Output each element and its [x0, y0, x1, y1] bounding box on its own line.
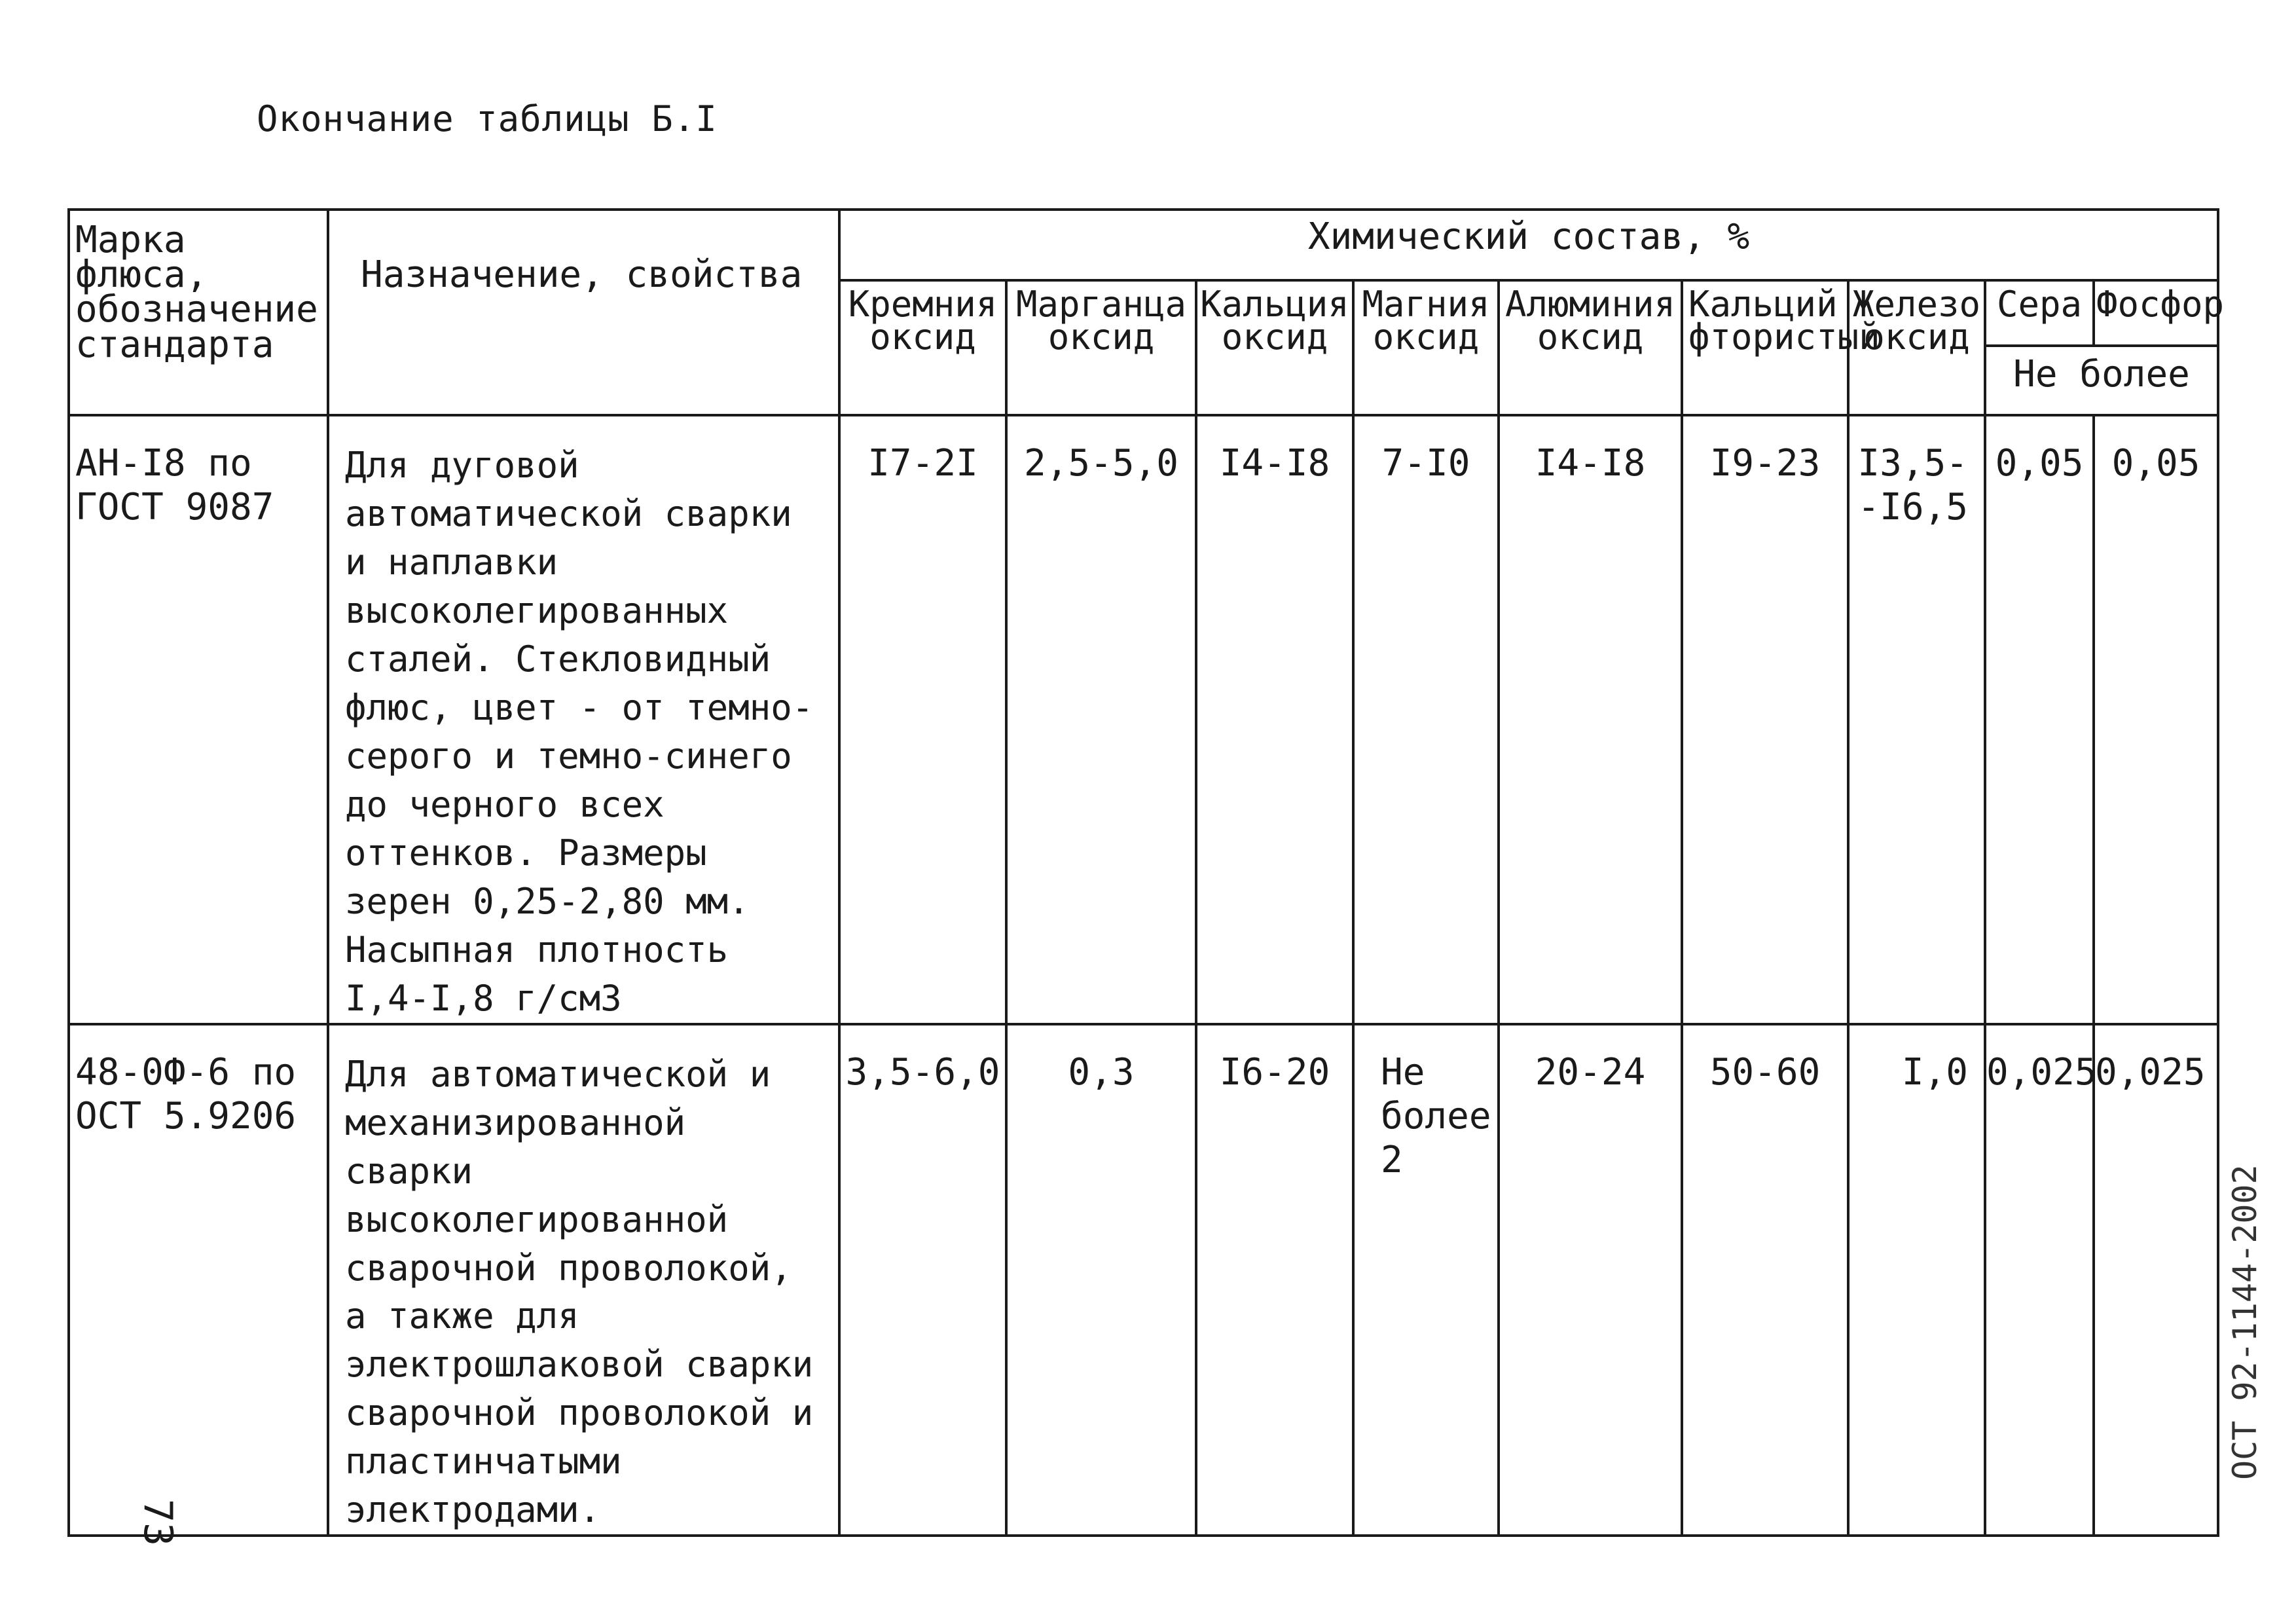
table-row	[69, 1024, 2218, 1536]
row-2-mark: 48-0Ф-6 по ОСТ 5.9206	[69, 1024, 328, 1536]
page-number: 73	[135, 1498, 181, 1547]
row-2-iron-oxide: I,0	[1848, 1024, 1985, 1536]
row-1-silicon-oxide: I7-2I	[839, 415, 1006, 1024]
row-1-magnesium-oxide: 7-I0	[1353, 415, 1499, 1024]
flux-composition-table	[67, 208, 2225, 1537]
header-magnesium-oxide: Магния оксид	[1353, 280, 1499, 415]
row-1-iron-oxide: I3,5--I6,5	[1848, 415, 1985, 1024]
row-1-mark: АН-I8 по ГОСТ 9087	[69, 415, 328, 1024]
row-2-sulfur: 0,025	[1985, 1024, 2094, 1536]
row-2-aluminium-oxide: 20-24	[1499, 1024, 1682, 1536]
header-not-more: Не более	[1985, 346, 2218, 415]
header-sulfur: Сера	[1985, 280, 2094, 346]
header-chemical-composition: Химический состав, %	[839, 210, 2218, 280]
header-phosphorus: Фосфор	[2094, 280, 2218, 346]
row-2-purpose: Для автоматической и механизированной сварки высоколегированной сварочной проволокой, а также для электрошлаковой сварки сварочной проволокой и пластинчатыми электродами.	[328, 1024, 839, 1536]
header-mark: Марка флюса, обозначение стандарта	[69, 210, 328, 415]
header-calcium-fluoride: Кальций фтористый	[1682, 280, 1848, 415]
header-purpose: Назначение, свойства	[328, 210, 839, 415]
header-calcium-oxide: Кальция оксид	[1196, 280, 1353, 415]
row-2-silicon-oxide: 3,5-6,0	[839, 1024, 1006, 1536]
header-manganese-oxide: Марганца оксид	[1006, 280, 1196, 415]
row-2-phosphorus: 0,025	[2094, 1024, 2218, 1536]
row-2-magnesium-oxide: Не более 2	[1353, 1024, 1499, 1536]
table-caption: Окончание таблицы Б.I	[257, 98, 718, 139]
header-aluminium-oxide: Алюминия оксид	[1499, 280, 1682, 415]
header-iron-oxide: Железо оксид	[1848, 280, 1985, 415]
row-2-calcium-oxide: I6-20	[1196, 1024, 1353, 1536]
row-1-manganese-oxide: 2,5-5,0	[1006, 415, 1196, 1024]
row-2-calcium-fluoride: 50-60	[1682, 1024, 1848, 1536]
table-row	[69, 415, 2218, 1024]
header-silicon-oxide: Кремния оксид	[839, 280, 1006, 415]
row-1-calcium-oxide: I4-I8	[1196, 415, 1353, 1024]
row-1-phosphorus: 0,05	[2094, 415, 2218, 1024]
row-1-aluminium-oxide: I4-I8	[1499, 415, 1682, 1024]
document-code: ОСТ 92-1144-2002	[2226, 1164, 2264, 1480]
row-1-sulfur: 0,05	[1985, 415, 2094, 1024]
row-1-purpose: Для дуговой автоматической сварки и наплавки высоколегированных сталей. Стекловидный флюс, цвет - от темно-серого и темно-синего до черного всех оттенков. Размеры зерен 0,25-2,80 мм. Насыпная плотность I,4-I,8 г/см3	[328, 415, 839, 1024]
row-1-calcium-fluoride: I9-23	[1682, 415, 1848, 1024]
row-2-manganese-oxide: 0,3	[1006, 1024, 1196, 1536]
